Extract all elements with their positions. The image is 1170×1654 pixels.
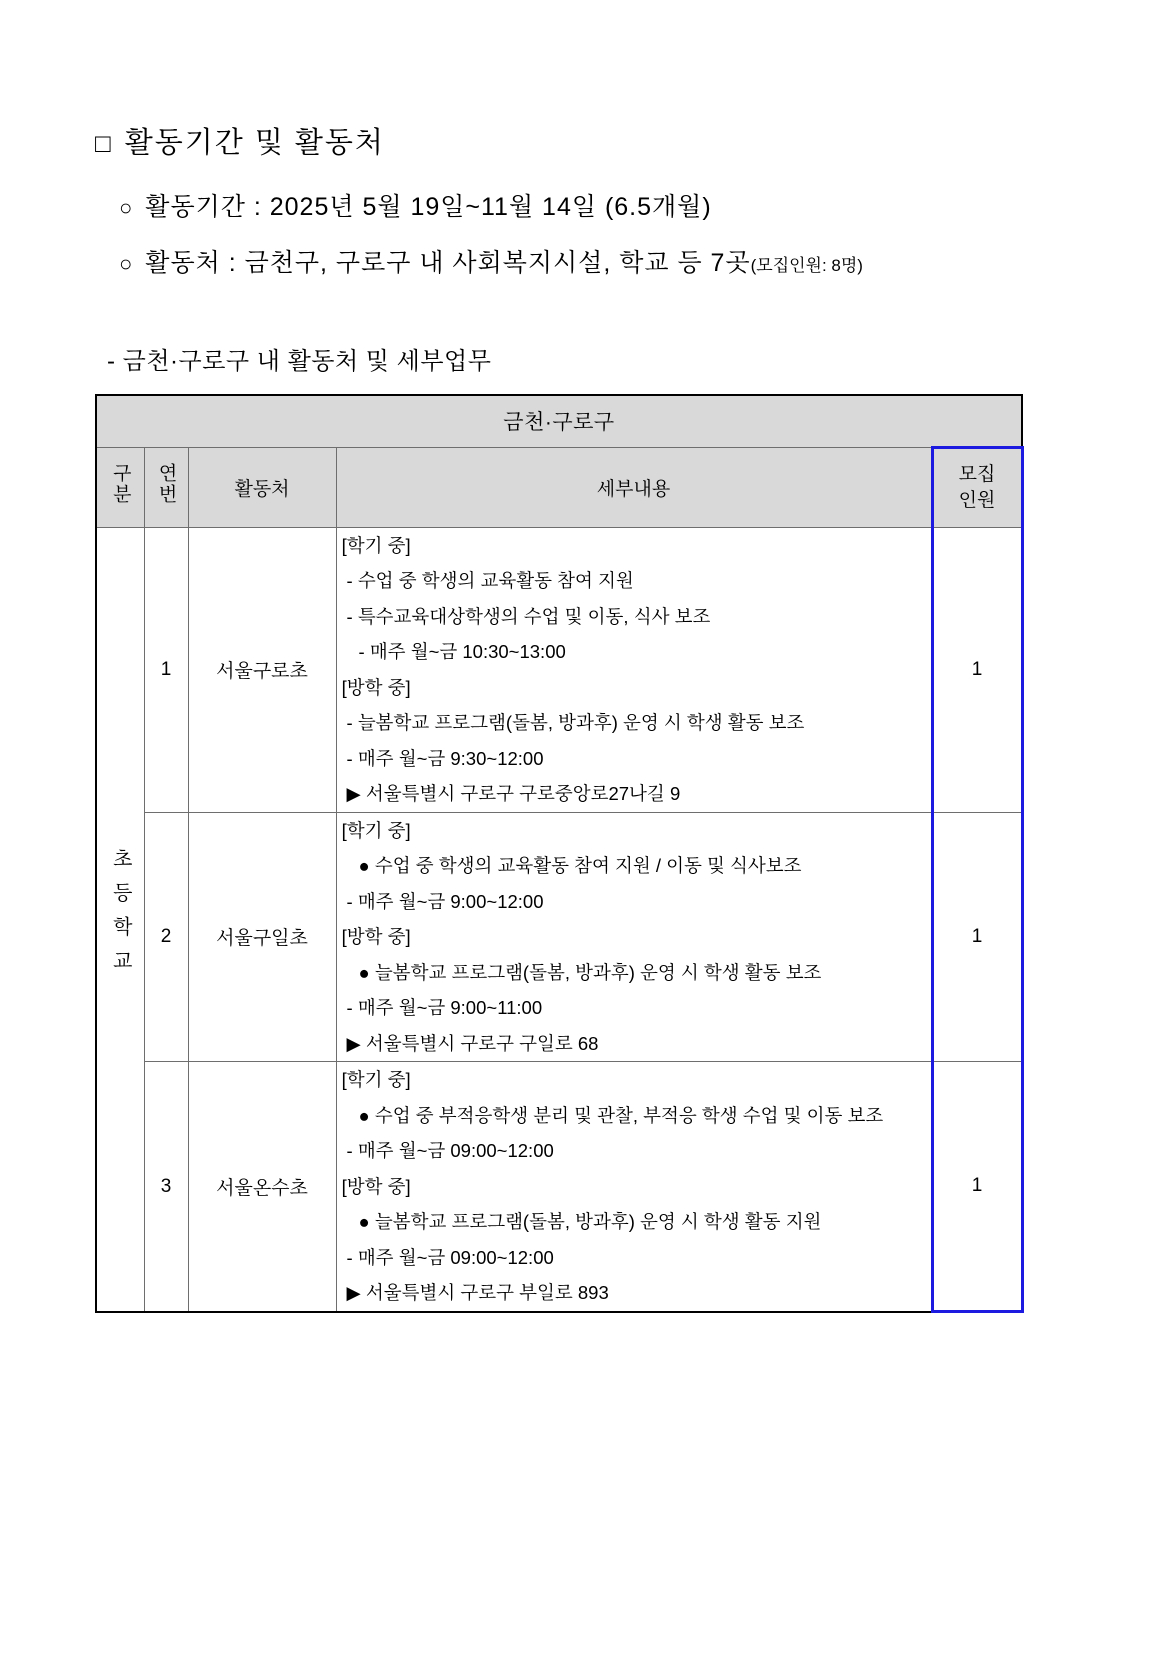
detail-text: [학기 중] (341, 1069, 411, 1091)
recruit-count-note: (모집인원: 8명) (750, 256, 863, 275)
table-row (96, 812, 1022, 1062)
detail-line (337, 813, 931, 849)
circle-bullet-icon: ○ (119, 195, 134, 220)
detail-text: 특수교육대상학생의 수업 및 이동, 식사 보조 (357, 605, 711, 627)
detail-text: 수업 중 부적응학생 분리 및 관찰, 부적응 학생 수업 및 이동 보조 (374, 1104, 884, 1126)
section-heading-text: 활동기간 및 활동처 (124, 127, 385, 159)
detail-text: 늘봄학교 프로그램(돌봄, 방과후) 운영 시 학생 활동 보조 (357, 712, 805, 734)
table-title-row (96, 395, 1022, 447)
row-number: 1 (144, 527, 188, 812)
detail-marker: - (346, 890, 353, 912)
detail-line (337, 705, 931, 741)
address-text: 서울특별시 구로구 부일로 893 (365, 1282, 609, 1304)
column-header-no-label: 연번 (155, 463, 177, 505)
detail-line (337, 634, 931, 670)
detail-cell (336, 812, 932, 1062)
detail-line (337, 776, 931, 812)
table-header-row (96, 447, 1022, 527)
column-header-detail: 세부내용 (336, 447, 932, 527)
detail-text: 수업 중 학생의 교육활동 참여 지원 (357, 570, 634, 592)
detail-marker: - (346, 1246, 353, 1268)
detail-text: [방학 중] (341, 926, 411, 948)
row-number: 3 (144, 1062, 188, 1312)
circle-bullet-icon: ○ (119, 251, 134, 276)
category-cell (96, 527, 144, 1312)
detail-line (337, 1240, 931, 1276)
site-name: 서울구로초 (188, 527, 336, 812)
detail-text: [학기 중] (341, 534, 411, 556)
row-number: 2 (144, 812, 188, 1062)
address-text: 서울특별시 구로구 구로중앙로27나길 9 (365, 783, 681, 805)
bullet-activity-period-text: 활동기간 : 2025년 5월 19일~11월 14일 (6.5개월) (145, 193, 712, 221)
detail-line (337, 1169, 931, 1205)
detail-marker: ● (358, 855, 370, 877)
site-name: 서울온수초 (188, 1062, 336, 1312)
detail-text: 매주 월~금 9:00~11:00 (357, 997, 543, 1019)
detail-marker: - (358, 641, 365, 663)
detail-line (337, 1026, 931, 1062)
detail-cell (336, 527, 932, 812)
detail-line (337, 919, 931, 955)
detail-line (337, 955, 931, 991)
square-bullet-icon: □ (95, 128, 113, 158)
detail-marker: - (346, 712, 353, 734)
detail-line (337, 884, 931, 920)
detail-text: 매주 월~금 09:00~12:00 (357, 1140, 554, 1162)
detail-line (337, 1133, 931, 1169)
site-name: 서울구일초 (188, 812, 336, 1062)
detail-text: 매주 월~금 09:00~12:00 (357, 1246, 554, 1268)
detail-line (337, 528, 931, 564)
table-title-cell: 금천·구로구 (96, 395, 1022, 447)
address-marker-icon: ▶ (346, 783, 361, 805)
detail-line (337, 1275, 931, 1311)
detail-line (337, 990, 931, 1026)
detail-text: 늘봄학교 프로그램(돌봄, 방과후) 운영 시 학생 활동 지원 (374, 1211, 822, 1233)
column-header-recruit-line1: 모집 (958, 463, 996, 485)
detail-marker: - (346, 997, 353, 1019)
detail-line (337, 1062, 931, 1098)
recruit-count: 1 (932, 527, 1022, 812)
column-header-category-label: 구분 (109, 463, 131, 505)
section-heading (95, 120, 1075, 161)
detail-marker: - (346, 570, 353, 592)
table-row (96, 1062, 1022, 1312)
column-header-no (144, 447, 188, 527)
detail-text: [방학 중] (341, 676, 411, 698)
detail-text: 매주 월~금 9:30~12:00 (357, 747, 544, 769)
recruit-count: 1 (932, 812, 1022, 1062)
detail-line (337, 599, 931, 635)
detail-text: [방학 중] (341, 1175, 411, 1197)
detail-marker: ● (358, 1104, 370, 1126)
detail-text: [학기 중] (341, 819, 411, 841)
address-marker-icon: ▶ (346, 1282, 361, 1304)
detail-marker: ● (358, 961, 370, 983)
column-header-recruit-line2: 인원 (958, 489, 996, 511)
detail-cell (336, 1062, 932, 1312)
detail-text: 매주 월~금 10:30~13:00 (369, 641, 566, 663)
bullet-activity-sites-text: 활동처 : 금천구, 구로구 내 사회복지시설, 학교 등 7곳 (145, 249, 751, 277)
column-header-site: 활동처 (188, 447, 336, 527)
detail-text: 늘봄학교 프로그램(돌봄, 방과후) 운영 시 학생 활동 보조 (374, 961, 822, 983)
detail-line (337, 1204, 931, 1240)
detail-line (337, 1098, 931, 1134)
detail-line (337, 563, 931, 599)
address-marker-icon: ▶ (346, 1032, 361, 1054)
category-label: 초등학교 (109, 848, 132, 985)
detail-text: 매주 월~금 9:00~12:00 (357, 890, 544, 912)
table-row (96, 527, 1022, 812)
bullet-activity-period (95, 187, 1075, 223)
detail-line (337, 741, 931, 777)
detail-line (337, 670, 931, 706)
detail-line (337, 848, 931, 884)
address-text: 서울특별시 구로구 구일로 68 (365, 1032, 599, 1054)
detail-marker: - (346, 1140, 353, 1162)
bullet-activity-sites (95, 243, 1075, 279)
activity-sites-table (95, 394, 1024, 1313)
column-header-category (96, 447, 144, 527)
detail-marker: ● (358, 1211, 370, 1233)
recruit-count: 1 (932, 1062, 1022, 1312)
detail-marker: - (346, 605, 353, 627)
detail-marker: - (346, 747, 353, 769)
column-header-recruit (932, 447, 1022, 527)
detail-text: 수업 중 학생의 교육활동 참여 지원 / 이동 및 식사보조 (374, 855, 802, 877)
subsection-heading: - 금천·구로구 내 활동처 및 세부업무 (107, 348, 492, 375)
